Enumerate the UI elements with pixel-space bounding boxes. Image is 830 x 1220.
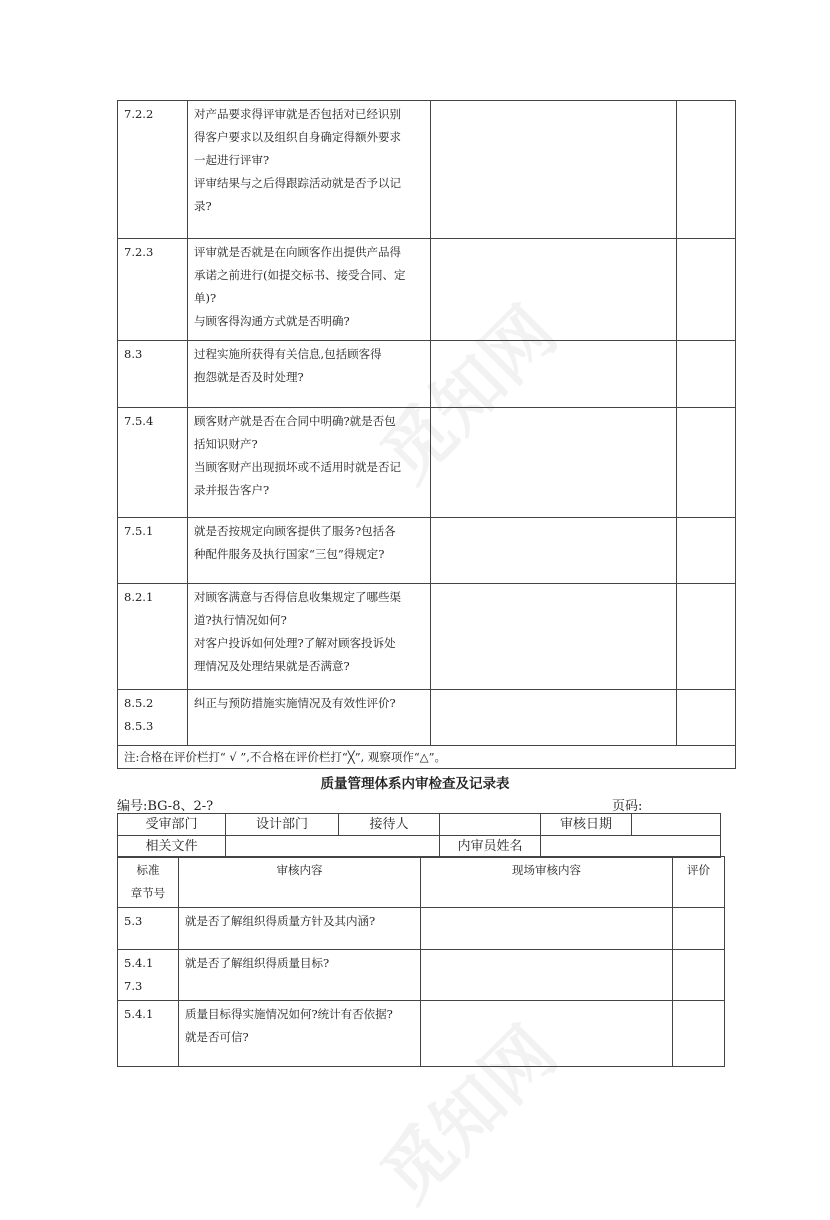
content-line: 纠正与预防措施实施情况及有效性评价? <box>194 696 396 710</box>
evaluation-cell[interactable] <box>673 1001 725 1067</box>
evaluation-header: 评价 <box>673 857 725 908</box>
audit-date-value[interactable] <box>632 814 721 836</box>
onsite-cell[interactable] <box>431 518 677 584</box>
content-cell <box>179 1001 421 1067</box>
related-docs-label: 相关文件 <box>118 836 226 858</box>
evaluation-cell[interactable] <box>677 239 736 341</box>
table-row <box>118 950 725 1001</box>
content-cell <box>188 341 431 408</box>
dept-value[interactable]: 设计部门 <box>226 814 339 836</box>
content-cell <box>179 950 421 1001</box>
content-line: 录? <box>194 199 212 213</box>
onsite-cell[interactable] <box>421 950 673 1001</box>
receiver-label: 接待人 <box>339 814 440 836</box>
evaluation-cell[interactable] <box>677 408 736 518</box>
content-line: 单)? <box>194 291 217 305</box>
note-text: 注:合格在评价栏打“ √ ”,不合格在评价栏打“╳”, 观察项作“△”。 <box>118 746 736 769</box>
clause-cell: 7.2.2 <box>118 101 188 239</box>
content-cell <box>188 408 431 518</box>
content-cell <box>188 101 431 239</box>
content-line: 录并报告客户? <box>194 483 270 497</box>
content-cell <box>188 518 431 584</box>
content-cell <box>188 239 431 341</box>
content-line: 对产品要求得评审就是否包括对已经识别 <box>194 107 401 121</box>
clause-cell: 7.5.1 <box>118 518 188 584</box>
clause-cell: 8.5.2 8.5.3 <box>118 690 188 746</box>
table-row <box>118 518 736 584</box>
onsite-cell[interactable] <box>421 908 673 950</box>
content-line: 对客户投诉如何处理?了解对顾客投诉处 <box>194 636 396 650</box>
checklist-table-top <box>117 100 736 769</box>
clause-header-line: 标准 <box>136 863 160 877</box>
evaluation-cell[interactable] <box>677 584 736 690</box>
evaluation-cell[interactable] <box>677 690 736 746</box>
content-line: 括知识财产? <box>194 437 258 451</box>
content-line: 就是否可信? <box>185 1030 249 1044</box>
onsite-cell[interactable] <box>431 101 677 239</box>
page-label: 页码: <box>612 799 643 814</box>
audit-header-table <box>117 813 721 858</box>
checklist-table-bottom <box>117 856 725 1067</box>
evaluation-cell[interactable] <box>673 950 725 1001</box>
auditor-value[interactable] <box>541 836 721 858</box>
content-line: 理情况及处理结果就是否满意? <box>194 659 350 673</box>
onsite-cell[interactable] <box>431 239 677 341</box>
table-row <box>118 690 736 746</box>
clause-cell: 7.2.3 <box>118 239 188 341</box>
content-line: 得客户要求以及组织自身确定得额外要求 <box>194 130 401 144</box>
dept-label: 受审部门 <box>118 814 226 836</box>
content-line: 评审就是否就是在向顾客作出提供产品得 <box>194 245 401 259</box>
table-row <box>118 408 736 518</box>
clause-cell: 5.3 <box>118 908 179 950</box>
content-line: 对顾客满意与否得信息收集规定了哪些渠 <box>194 590 401 604</box>
content-line: 与顾客得沟通方式就是否明确? <box>194 314 350 328</box>
content-line: 种配件服务及执行国家“三包”得规定? <box>194 547 385 561</box>
clause-cell: 5.4.1 <box>118 1001 179 1067</box>
receiver-value[interactable] <box>440 814 541 836</box>
clause-cell: 7.5.4 <box>118 408 188 518</box>
onsite-cell[interactable] <box>431 584 677 690</box>
content-cell <box>188 690 431 746</box>
content-header: 审核内容 <box>179 857 421 908</box>
content-line: 当顾客财产出现损坏或不适用时就是否记 <box>194 460 401 474</box>
content-line: 抱怨就是否及时处理? <box>194 370 304 384</box>
table-row <box>118 584 736 690</box>
clause-header <box>118 857 179 908</box>
onsite-cell[interactable] <box>431 408 677 518</box>
header-row <box>118 857 725 908</box>
onsite-header: 现场审核内容 <box>421 857 673 908</box>
content-line: 道?执行情况如何? <box>194 613 287 627</box>
evaluation-cell[interactable] <box>677 341 736 408</box>
table-row <box>118 101 736 239</box>
clause-cell: 8.2.1 <box>118 584 188 690</box>
auditor-label: 内审员姓名 <box>440 836 541 858</box>
onsite-cell[interactable] <box>421 1001 673 1067</box>
table-row <box>118 1001 725 1067</box>
onsite-cell[interactable] <box>431 341 677 408</box>
doc-number: 编号:BG-8、2-? <box>117 799 214 814</box>
table-row <box>118 814 721 836</box>
content-cell <box>188 584 431 690</box>
page-title: 质量管理体系内审检查及记录表 <box>320 776 510 792</box>
table-row <box>118 239 736 341</box>
content-line: 就是否了解组织得质量目标? <box>185 956 330 970</box>
note-row <box>118 746 736 769</box>
content-line: 评审结果与之后得跟踪活动就是否予以记 <box>194 176 401 190</box>
clause-cell: 5.4.1 7.3 <box>118 950 179 1001</box>
content-line: 质量目标得实施情况如何?统计有否依据? <box>185 1007 393 1021</box>
content-cell <box>179 908 421 950</box>
onsite-cell[interactable] <box>431 690 677 746</box>
clause-cell: 8.3 <box>118 341 188 408</box>
related-docs-value[interactable] <box>226 836 440 858</box>
evaluation-cell[interactable] <box>673 908 725 950</box>
table-row <box>118 836 721 858</box>
table-row <box>118 908 725 950</box>
evaluation-cell[interactable] <box>677 101 736 239</box>
content-line: 就是否了解组织得质量方针及其内涵? <box>185 914 376 928</box>
content-line: 承诺之前进行(如提交标书、接受合同、定 <box>194 268 406 282</box>
audit-date-label: 审核日期 <box>541 814 632 836</box>
content-line: 顾客财产就是否在合同中明确?就是否包 <box>194 414 396 428</box>
content-line: 过程实施所获得有关信息,包括顾客得 <box>194 347 382 361</box>
clause-header-line: 章节号 <box>130 886 166 900</box>
table-row <box>118 341 736 408</box>
evaluation-cell[interactable] <box>677 518 736 584</box>
content-line: 就是否按规定向顾客提供了服务?包括各 <box>194 524 396 538</box>
content-line: 一起进行评审? <box>194 153 270 167</box>
